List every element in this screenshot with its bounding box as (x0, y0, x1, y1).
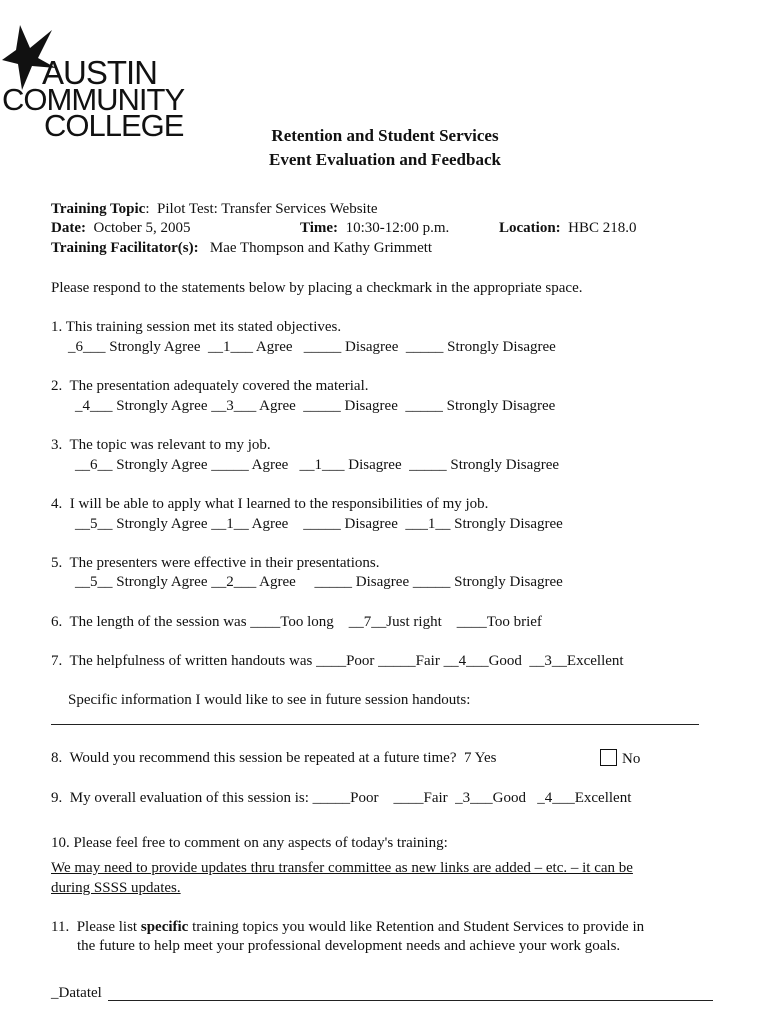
q8-no-option (600, 749, 640, 768)
question-3: 3. The topic was relevant to my job. (51, 437, 271, 453)
handouts-answer-line (51, 724, 699, 725)
college-logo (0, 22, 185, 143)
answer-5: __5__ Strongly Agree __2___ Agree _____ Disagree _____ Strongly Disagree (75, 574, 563, 590)
training-topic-value: : Pilot Test: Transfer Services Website (145, 201, 378, 217)
instructions: Please respond to the statements below by placing a checkmark in the appropriate space. (51, 280, 583, 296)
facilitator-value: Mae Thompson and Kathy Grimmett (198, 240, 433, 256)
logo-text-college: COLLEGE (44, 108, 184, 143)
logo-text-community: COMMUNITY (2, 82, 185, 117)
answer-1: _6___ Strongly Agree __1___ Agree _____ Disagree _____ Strongly Disagree (68, 339, 556, 355)
training-date (51, 219, 191, 237)
training-time (300, 219, 449, 237)
answer-2: _4___ Strongly Agree __3___ Agree _____ Disagree _____ Strongly Disagree (75, 398, 556, 414)
facilitator-label: Training Facilitator(s): (51, 240, 199, 256)
date-value: October 5, 2005 (85, 220, 191, 236)
q10-answer-line-2: during SSSS updates. (51, 880, 181, 896)
q8-no-label: No (622, 751, 641, 767)
question-2: 2. The presentation adequately covered the material. (51, 378, 369, 394)
training-location (499, 219, 637, 237)
question-11-line-2: the future to help meet your professional development needs and achieve your work goals. (77, 938, 621, 954)
question-9: 9. My overall evaluation of this session is: _____Poor ____Fair _3___Good _4___Excellent (51, 790, 632, 806)
location-label: Location: (499, 220, 561, 236)
q11-answer-line (108, 1000, 713, 1001)
training-topic-label: Training Topic (51, 201, 146, 217)
q11-answer: _Datatel (51, 985, 102, 1001)
question-10: 10. Please feel free to comment on any aspects of today's training: (51, 835, 448, 851)
time-label: Time: (300, 220, 339, 236)
question-8: 8. Would you recommend this session be repeated at a future time? 7 Yes (51, 750, 497, 766)
question-6: 6. The length of the session was ____Too long __7__Just right ____Too brief (51, 614, 542, 630)
question-4: 4. I will be able to apply what I learned to the responsibilities of my job. (51, 496, 489, 512)
location-value: HBC 218.0 (560, 220, 637, 236)
question-7-specific: Specific information I would like to see in future session handouts: (68, 692, 471, 708)
q11-emphasis: specific (140, 919, 189, 935)
checkbox-no (600, 749, 617, 766)
training-facilitator (51, 239, 432, 257)
question-5: 5. The presenters were effective in their presentations. (51, 555, 380, 571)
date-label: Date: (51, 220, 86, 236)
answer-4: __5__ Strongly Agree __1__ Agree _____ Disagree ___1__ Strongly Disagree (75, 516, 563, 532)
answer-3: __6__ Strongly Agree _____ Agree __1___ Disagree _____ Strongly Disagree (75, 457, 560, 473)
time-value: 10:30-12:00 p.m. (338, 220, 450, 236)
logo-text-austin: AUSTIN (42, 54, 158, 91)
page-title: Retention and Student Services (271, 126, 499, 145)
q11-text-pre: 11. Please list (51, 919, 141, 935)
q10-answer-line-1: We may need to provide updates thru transfer committee as new links are added – etc. – it can be (51, 860, 633, 876)
q11-text-post: training topics you would like Retention and Student Services to provide in (188, 919, 645, 935)
page-subtitle: Event Evaluation and Feedback (269, 150, 501, 169)
question-11 (51, 918, 644, 936)
training-topic (51, 200, 378, 218)
question-1: 1. This training session met its stated objectives. (51, 319, 342, 335)
question-7: 7. The helpfulness of written handouts was ____Poor _____Fair __4___Good __3__Excellent (51, 653, 624, 669)
